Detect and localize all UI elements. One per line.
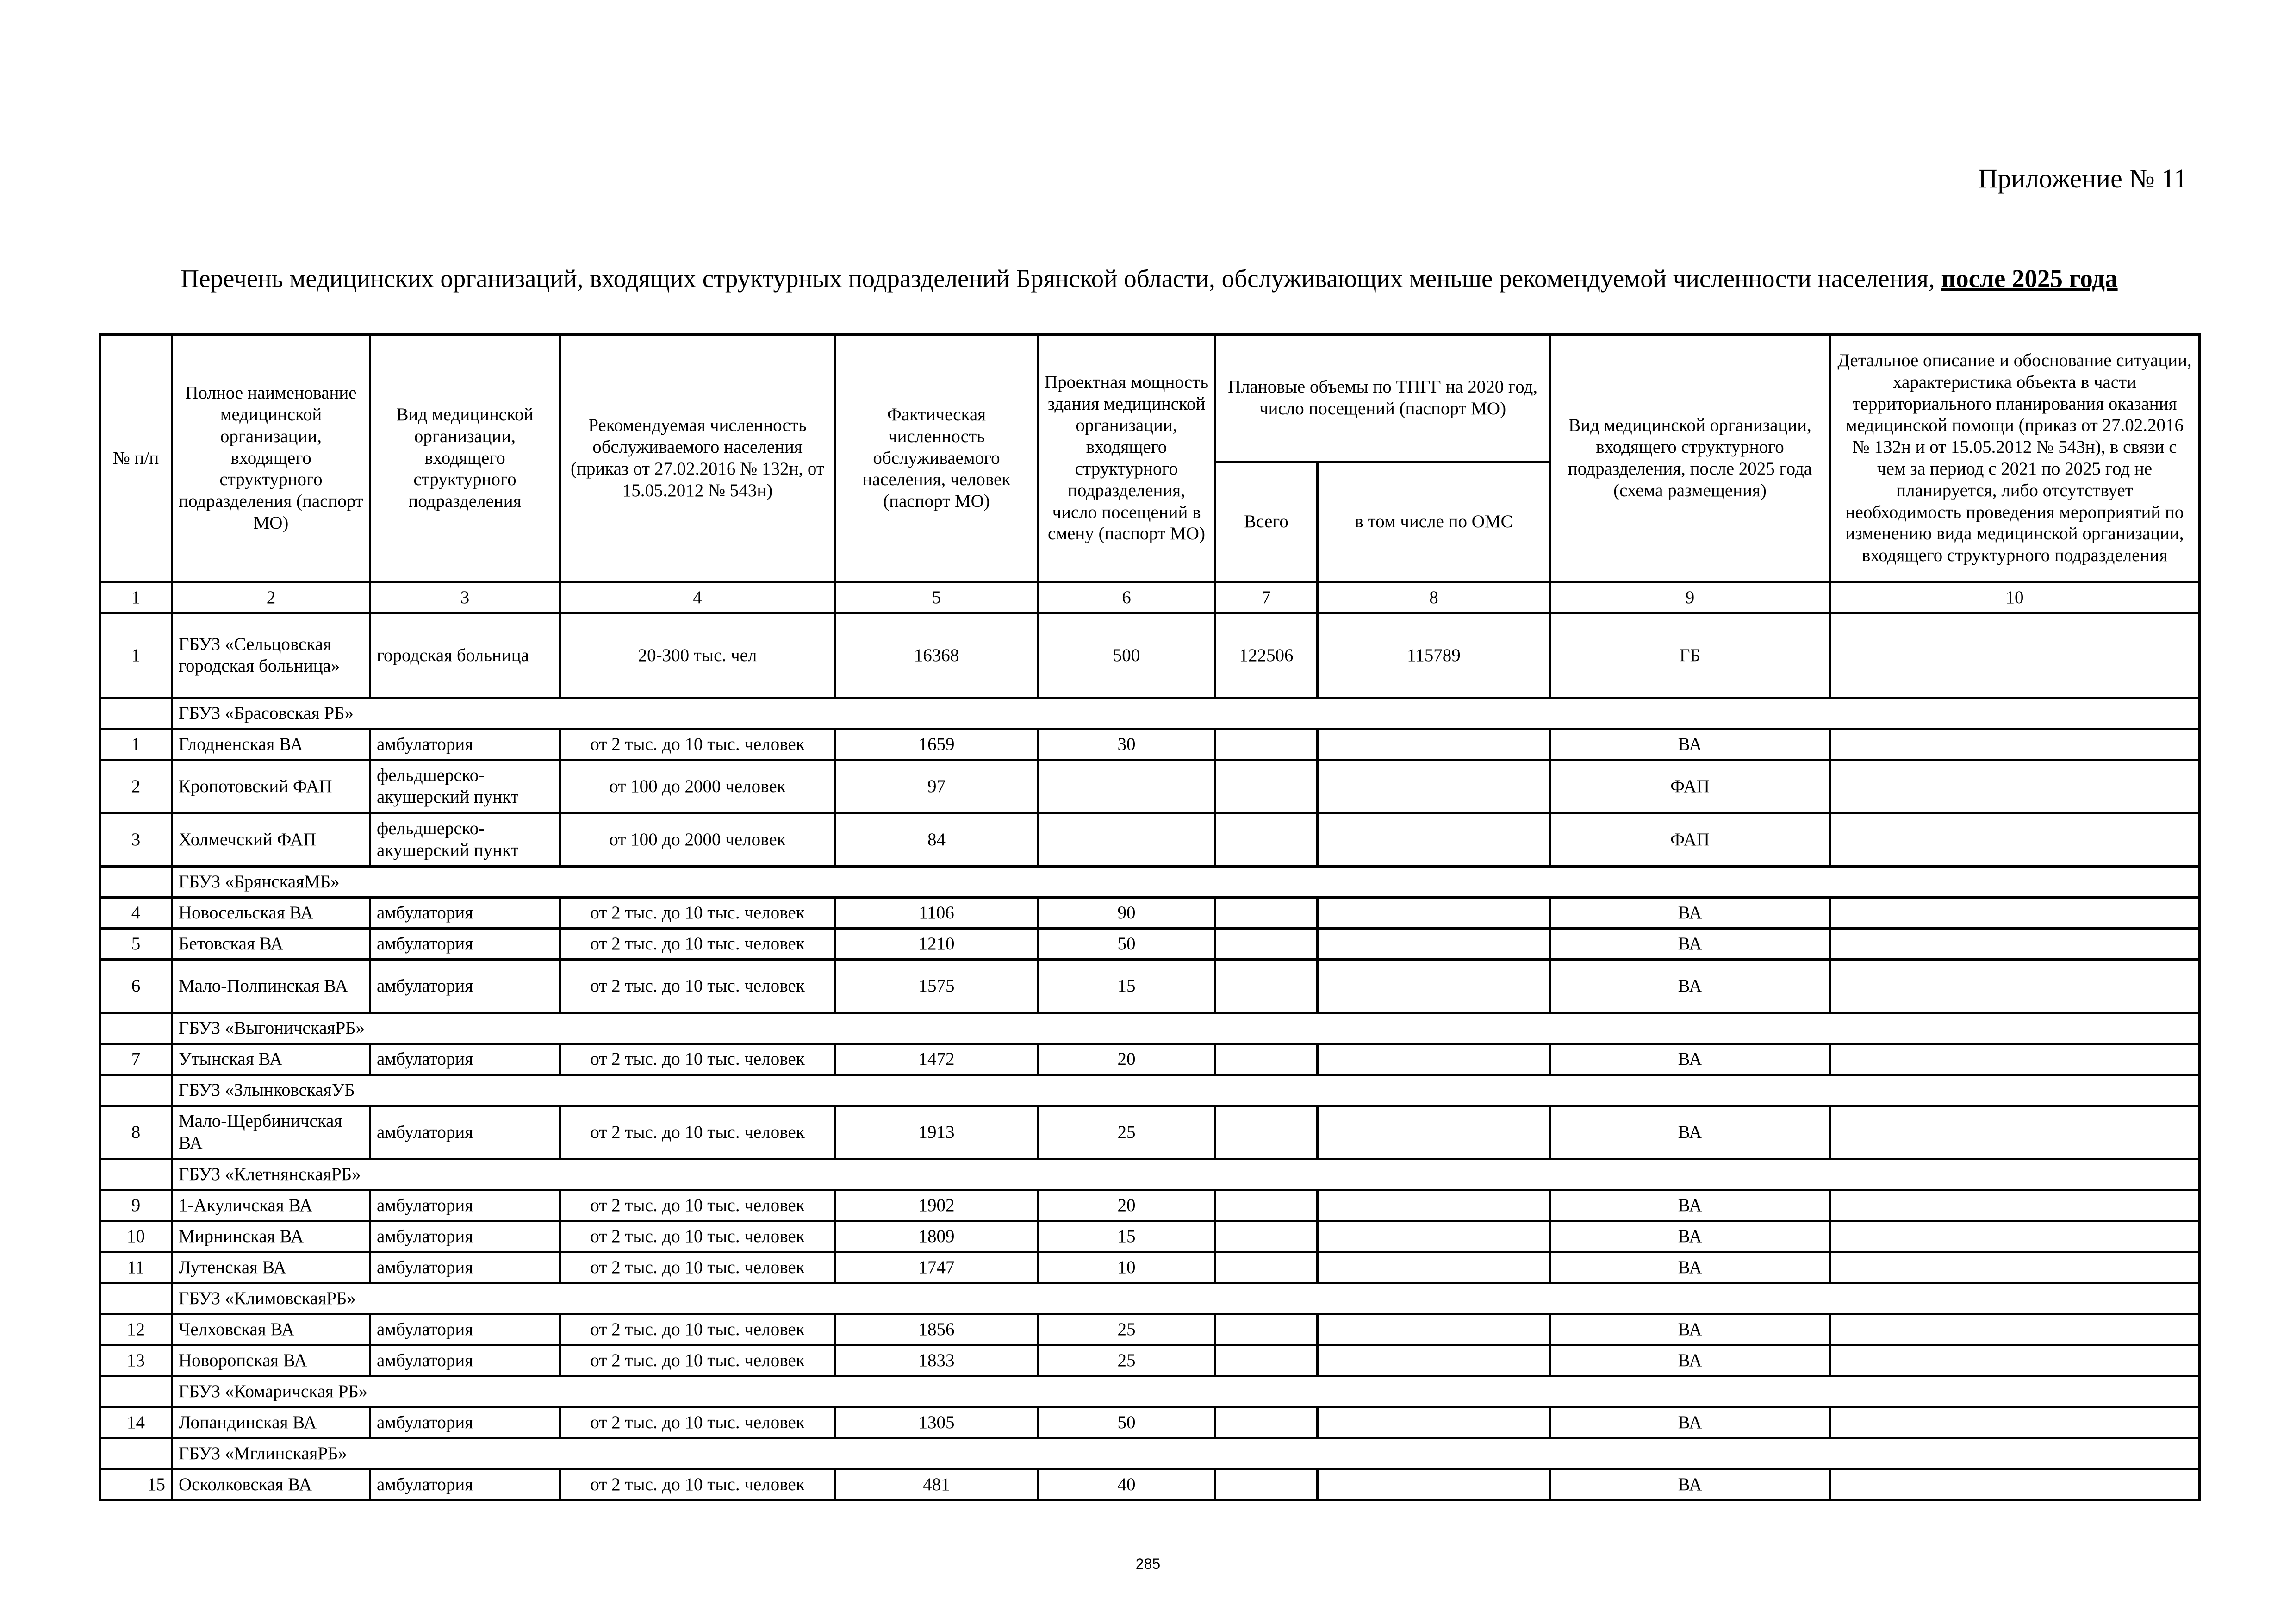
row-number: 2 bbox=[100, 760, 172, 813]
row-number: 8 bbox=[100, 1106, 172, 1159]
column-number: 5 bbox=[835, 582, 1038, 613]
type-after-2025: ВА bbox=[1550, 1106, 1830, 1159]
group-name: ГБУЗ «БрянскаяМБ» bbox=[172, 867, 2200, 898]
design-capacity: 30 bbox=[1038, 729, 1215, 760]
description bbox=[1830, 1469, 2200, 1500]
planned-total bbox=[1215, 1345, 1318, 1376]
planned-oms bbox=[1318, 1345, 1550, 1376]
column-number: 8 bbox=[1318, 582, 1550, 613]
type-after-2025: ВА bbox=[1550, 729, 1830, 760]
description bbox=[1830, 960, 2200, 1013]
group-name: ГБУЗ «КлетнянскаяРБ» bbox=[172, 1159, 2200, 1190]
description bbox=[1830, 760, 2200, 813]
type-after-2025: ВА bbox=[1550, 1221, 1830, 1252]
table-row bbox=[100, 1345, 2200, 1376]
planned-total bbox=[1215, 1221, 1318, 1252]
actual-population: 1913 bbox=[835, 1106, 1038, 1159]
group-number-cell bbox=[100, 1283, 172, 1314]
description bbox=[1830, 1190, 2200, 1221]
planned-oms bbox=[1318, 929, 1550, 960]
column-number: 9 bbox=[1550, 582, 1830, 613]
row-number: 9 bbox=[100, 1190, 172, 1221]
column-number: 1 bbox=[100, 582, 172, 613]
org-name: Мало-Щербиничская ВА bbox=[172, 1106, 370, 1159]
actual-population: 1902 bbox=[835, 1190, 1038, 1221]
type-after-2025: ВА bbox=[1550, 1314, 1830, 1345]
recommended-population: от 2 тыс. до 10 тыс. человек bbox=[560, 960, 835, 1013]
description bbox=[1830, 1345, 2200, 1376]
table-body bbox=[100, 582, 2200, 1500]
planned-total bbox=[1215, 760, 1318, 813]
planned-oms: 115789 bbox=[1318, 613, 1550, 698]
description bbox=[1830, 1252, 2200, 1283]
planned-oms bbox=[1318, 760, 1550, 813]
description bbox=[1830, 1407, 2200, 1438]
group-row bbox=[100, 1438, 2200, 1469]
planned-total bbox=[1215, 1469, 1318, 1500]
group-name: ГБУЗ «ВыгоничскаяРБ» bbox=[172, 1013, 2200, 1044]
design-capacity: 500 bbox=[1038, 613, 1215, 698]
group-number-cell bbox=[100, 1075, 172, 1106]
header-org-type: Вид медицинской организации, входящего структурного подразделения bbox=[370, 335, 560, 582]
column-number: 6 bbox=[1038, 582, 1215, 613]
planned-oms bbox=[1318, 1221, 1550, 1252]
planned-oms bbox=[1318, 1252, 1550, 1283]
type-after-2025: ВА bbox=[1550, 1252, 1830, 1283]
group-row bbox=[100, 1283, 2200, 1314]
table-row bbox=[100, 898, 2200, 929]
planned-oms bbox=[1318, 960, 1550, 1013]
actual-population: 1809 bbox=[835, 1221, 1038, 1252]
page-number: 285 bbox=[1135, 1555, 1161, 1572]
org-name: Челховская ВА bbox=[172, 1314, 370, 1345]
table-row bbox=[100, 1221, 2200, 1252]
row-number: 13 bbox=[100, 1345, 172, 1376]
planned-total bbox=[1215, 1044, 1318, 1075]
planned-oms bbox=[1318, 1407, 1550, 1438]
org-type: фельдшерско-акушерский пункт bbox=[370, 760, 560, 813]
actual-population: 1305 bbox=[835, 1407, 1038, 1438]
org-name: Новосельская ВА bbox=[172, 898, 370, 929]
table-row bbox=[100, 760, 2200, 813]
org-type: амбулатория bbox=[370, 1469, 560, 1500]
org-name: Мирнинская ВА bbox=[172, 1221, 370, 1252]
row-number: 15 bbox=[100, 1469, 172, 1500]
row-number: 3 bbox=[100, 813, 172, 867]
description bbox=[1830, 813, 2200, 867]
org-type: амбулатория bbox=[370, 1252, 560, 1283]
header-description: Детальное описание и обоснование ситуации, характеристика объекта в части территориального планирования оказания медицинской помощи (приказ от 27.02.2016 № 132н и от 15.05.2012 № 543н), в связи с чем за период с 2021 по 2025 год не планируется, либо отсутствует необходимость проведения мероприятий по изменению вида медицинской организации, входящего структурного подразделения bbox=[1830, 335, 2200, 582]
planned-oms bbox=[1318, 813, 1550, 867]
table-row bbox=[100, 929, 2200, 960]
header-oms: в том числе по ОМС bbox=[1318, 462, 1550, 582]
column-number: 10 bbox=[1830, 582, 2200, 613]
group-name: ГБУЗ «Брасовская РБ» bbox=[172, 698, 2200, 729]
column-number: 2 bbox=[172, 582, 370, 613]
recommended-population: от 2 тыс. до 10 тыс. человек bbox=[560, 898, 835, 929]
table-row bbox=[100, 1407, 2200, 1438]
recommended-population: от 2 тыс. до 10 тыс. человек bbox=[560, 1221, 835, 1252]
table-row bbox=[100, 1106, 2200, 1159]
group-row bbox=[100, 1159, 2200, 1190]
description bbox=[1830, 613, 2200, 698]
document-title bbox=[100, 264, 2199, 293]
planned-total bbox=[1215, 1314, 1318, 1345]
organizations-table-wrapper bbox=[99, 333, 2198, 1501]
planned-total bbox=[1215, 1407, 1318, 1438]
design-capacity: 15 bbox=[1038, 960, 1215, 1013]
design-capacity: 25 bbox=[1038, 1345, 1215, 1376]
org-name: Новоропская ВА bbox=[172, 1345, 370, 1376]
recommended-population: от 2 тыс. до 10 тыс. человек bbox=[560, 1190, 835, 1221]
header-type-after-2025: Вид медицинской организации, входящего структурного подразделения, после 2025 года (схема размещения) bbox=[1550, 335, 1830, 582]
org-type: амбулатория bbox=[370, 1221, 560, 1252]
type-after-2025: ФАП bbox=[1550, 760, 1830, 813]
table-row bbox=[100, 1314, 2200, 1345]
actual-population: 97 bbox=[835, 760, 1038, 813]
type-after-2025: ВА bbox=[1550, 960, 1830, 1013]
recommended-population: от 2 тыс. до 10 тыс. человек bbox=[560, 1345, 835, 1376]
group-number-cell bbox=[100, 1159, 172, 1190]
row-number: 14 bbox=[100, 1407, 172, 1438]
org-name: Утынская ВА bbox=[172, 1044, 370, 1075]
header-recommended-population: Рекомендуемая численность обслуживаемого населения (приказ от 27.02.2016 № 132н, от 15.05.2012 № 543н) bbox=[560, 335, 835, 582]
planned-oms bbox=[1318, 1314, 1550, 1345]
planned-total bbox=[1215, 898, 1318, 929]
group-row bbox=[100, 698, 2200, 729]
header-actual-population: Фактическая численность обслуживаемого населения, человек (паспорт МО) bbox=[835, 335, 1038, 582]
org-name: 1-Акуличская ВА bbox=[172, 1190, 370, 1221]
column-number: 3 bbox=[370, 582, 560, 613]
group-number-cell bbox=[100, 1013, 172, 1044]
org-name: Кропотовский ФАП bbox=[172, 760, 370, 813]
group-name: ГБУЗ «МглинскаяРБ» bbox=[172, 1438, 2200, 1469]
actual-population: 1659 bbox=[835, 729, 1038, 760]
header-planned-volumes: Плановые объемы по ТПГГ на 2020 год, число посещений (паспорт МО) bbox=[1215, 335, 1550, 462]
group-row bbox=[100, 1013, 2200, 1044]
table-row bbox=[100, 960, 2200, 1013]
column-numbers-row bbox=[100, 582, 2200, 613]
recommended-population: от 2 тыс. до 10 тыс. человек bbox=[560, 1469, 835, 1500]
description bbox=[1830, 1106, 2200, 1159]
actual-population: 1747 bbox=[835, 1252, 1038, 1283]
header-total: Всего bbox=[1215, 462, 1318, 582]
table-row bbox=[100, 1190, 2200, 1221]
org-type: городская больница bbox=[370, 613, 560, 698]
organizations-table bbox=[99, 333, 2201, 1501]
recommended-population: от 2 тыс. до 10 тыс. человек bbox=[560, 1044, 835, 1075]
description bbox=[1830, 929, 2200, 960]
type-after-2025: ВА bbox=[1550, 1044, 1830, 1075]
description bbox=[1830, 729, 2200, 760]
org-name: Лопандинская ВА bbox=[172, 1407, 370, 1438]
actual-population: 1575 bbox=[835, 960, 1038, 1013]
planned-total bbox=[1215, 1252, 1318, 1283]
org-type: амбулатория bbox=[370, 1407, 560, 1438]
design-capacity: 40 bbox=[1038, 1469, 1215, 1500]
header-number: № п/п bbox=[100, 335, 172, 582]
header-design-capacity: Проектная мощность здания медицинской организации, входящего структурного подразделения, число посещений в смену (паспорт МО) bbox=[1038, 335, 1215, 582]
table-row bbox=[100, 1044, 2200, 1075]
table-row bbox=[100, 1252, 2200, 1283]
design-capacity: 20 bbox=[1038, 1190, 1215, 1221]
org-type: амбулатория bbox=[370, 1106, 560, 1159]
recommended-population: от 2 тыс. до 10 тыс. человек bbox=[560, 929, 835, 960]
group-row bbox=[100, 1075, 2200, 1106]
planned-total bbox=[1215, 1190, 1318, 1221]
group-name: ГБУЗ «ЗлынковскаяУБ bbox=[172, 1075, 2200, 1106]
planned-oms bbox=[1318, 898, 1550, 929]
column-number: 7 bbox=[1215, 582, 1318, 613]
recommended-population: от 2 тыс. до 10 тыс. человек bbox=[560, 1314, 835, 1345]
type-after-2025: ВА bbox=[1550, 1407, 1830, 1438]
row-number: 10 bbox=[100, 1221, 172, 1252]
org-type: амбулатория bbox=[370, 1314, 560, 1345]
description bbox=[1830, 1221, 2200, 1252]
planned-oms bbox=[1318, 729, 1550, 760]
group-number-cell bbox=[100, 698, 172, 729]
row-number: 7 bbox=[100, 1044, 172, 1075]
row-number: 6 bbox=[100, 960, 172, 1013]
org-type: амбулатория bbox=[370, 898, 560, 929]
org-type: амбулатория bbox=[370, 1044, 560, 1075]
design-capacity: 25 bbox=[1038, 1314, 1215, 1345]
recommended-population: от 2 тыс. до 10 тыс. человек bbox=[560, 729, 835, 760]
title-text: Перечень медицинских организаций, входящих структурных подразделений Брянской области, обслуживающих меньше рекомендуемой численности населения, bbox=[180, 264, 1941, 293]
org-name: Холмечский ФАП bbox=[172, 813, 370, 867]
column-number: 4 bbox=[560, 582, 835, 613]
design-capacity: 15 bbox=[1038, 1221, 1215, 1252]
actual-population: 1210 bbox=[835, 929, 1038, 960]
design-capacity: 25 bbox=[1038, 1106, 1215, 1159]
description bbox=[1830, 1044, 2200, 1075]
org-type: фельдшерско-акушерский пункт bbox=[370, 813, 560, 867]
group-row bbox=[100, 1376, 2200, 1407]
type-after-2025: ВА bbox=[1550, 929, 1830, 960]
group-row bbox=[100, 867, 2200, 898]
actual-population: 1472 bbox=[835, 1044, 1038, 1075]
actual-population: 16368 bbox=[835, 613, 1038, 698]
row-number: 5 bbox=[100, 929, 172, 960]
recommended-population: 20-300 тыс. чел bbox=[560, 613, 835, 698]
group-number-cell bbox=[100, 1376, 172, 1407]
type-after-2025: ФАП bbox=[1550, 813, 1830, 867]
design-capacity: 50 bbox=[1038, 929, 1215, 960]
group-number-cell bbox=[100, 867, 172, 898]
design-capacity bbox=[1038, 813, 1215, 867]
recommended-population: от 2 тыс. до 10 тыс. человек bbox=[560, 1106, 835, 1159]
description bbox=[1830, 898, 2200, 929]
row-number: 1 bbox=[100, 613, 172, 698]
actual-population: 481 bbox=[835, 1469, 1038, 1500]
type-after-2025: ВА bbox=[1550, 1190, 1830, 1221]
actual-population: 1856 bbox=[835, 1314, 1038, 1345]
row-number: 12 bbox=[100, 1314, 172, 1345]
planned-total bbox=[1215, 729, 1318, 760]
org-type: амбулатория bbox=[370, 929, 560, 960]
org-name: Глодненская ВА bbox=[172, 729, 370, 760]
planned-total bbox=[1215, 929, 1318, 960]
type-after-2025: ВА bbox=[1550, 898, 1830, 929]
planned-total bbox=[1215, 813, 1318, 867]
group-name: ГБУЗ «КлимовскаяРБ» bbox=[172, 1283, 2200, 1314]
recommended-population: от 2 тыс. до 10 тыс. человек bbox=[560, 1252, 835, 1283]
table-row bbox=[100, 813, 2200, 867]
table-row bbox=[100, 729, 2200, 760]
planned-oms bbox=[1318, 1106, 1550, 1159]
planned-oms bbox=[1318, 1469, 1550, 1500]
design-capacity: 90 bbox=[1038, 898, 1215, 929]
group-number-cell bbox=[100, 1438, 172, 1469]
row-number: 1 bbox=[100, 729, 172, 760]
org-type: амбулатория bbox=[370, 960, 560, 1013]
design-capacity: 20 bbox=[1038, 1044, 1215, 1075]
title-emphasis: после 2025 года bbox=[1941, 264, 2118, 293]
planned-total: 122506 bbox=[1215, 613, 1318, 698]
table-row bbox=[100, 1469, 2200, 1500]
type-after-2025: ВА bbox=[1550, 1469, 1830, 1500]
type-after-2025: ВА bbox=[1550, 1345, 1830, 1376]
org-type: амбулатория bbox=[370, 1190, 560, 1221]
actual-population: 1106 bbox=[835, 898, 1038, 929]
org-type: амбулатория bbox=[370, 1345, 560, 1376]
org-name: Осколковская ВА bbox=[172, 1469, 370, 1500]
row-number: 4 bbox=[100, 898, 172, 929]
row-number: 11 bbox=[100, 1252, 172, 1283]
org-name: Мало-Полпинская ВА bbox=[172, 960, 370, 1013]
actual-population: 1833 bbox=[835, 1345, 1038, 1376]
recommended-population: от 100 до 2000 человек bbox=[560, 760, 835, 813]
planned-total bbox=[1215, 1106, 1318, 1159]
recommended-population: от 2 тыс. до 10 тыс. человек bbox=[560, 1407, 835, 1438]
design-capacity: 50 bbox=[1038, 1407, 1215, 1438]
table-row bbox=[100, 613, 2200, 698]
type-after-2025: ГБ bbox=[1550, 613, 1830, 698]
recommended-population: от 100 до 2000 человек bbox=[560, 813, 835, 867]
design-capacity bbox=[1038, 760, 1215, 813]
description bbox=[1830, 1314, 2200, 1345]
appendix-label: Приложение № 11 bbox=[1978, 163, 2187, 194]
planned-oms bbox=[1318, 1190, 1550, 1221]
org-name: Бетовская ВА bbox=[172, 929, 370, 960]
planned-oms bbox=[1318, 1044, 1550, 1075]
org-name: Лутенская ВА bbox=[172, 1252, 370, 1283]
group-name: ГБУЗ «Комаричская РБ» bbox=[172, 1376, 2200, 1407]
actual-population: 84 bbox=[835, 813, 1038, 867]
org-name: ГБУЗ «Сельцовская городская больница» bbox=[172, 613, 370, 698]
design-capacity: 10 bbox=[1038, 1252, 1215, 1283]
header-full-name: Полное наименование медицинской организации, входящего структурного подразделения (паспорт МО) bbox=[172, 335, 370, 582]
planned-total bbox=[1215, 960, 1318, 1013]
org-type: амбулатория bbox=[370, 729, 560, 760]
